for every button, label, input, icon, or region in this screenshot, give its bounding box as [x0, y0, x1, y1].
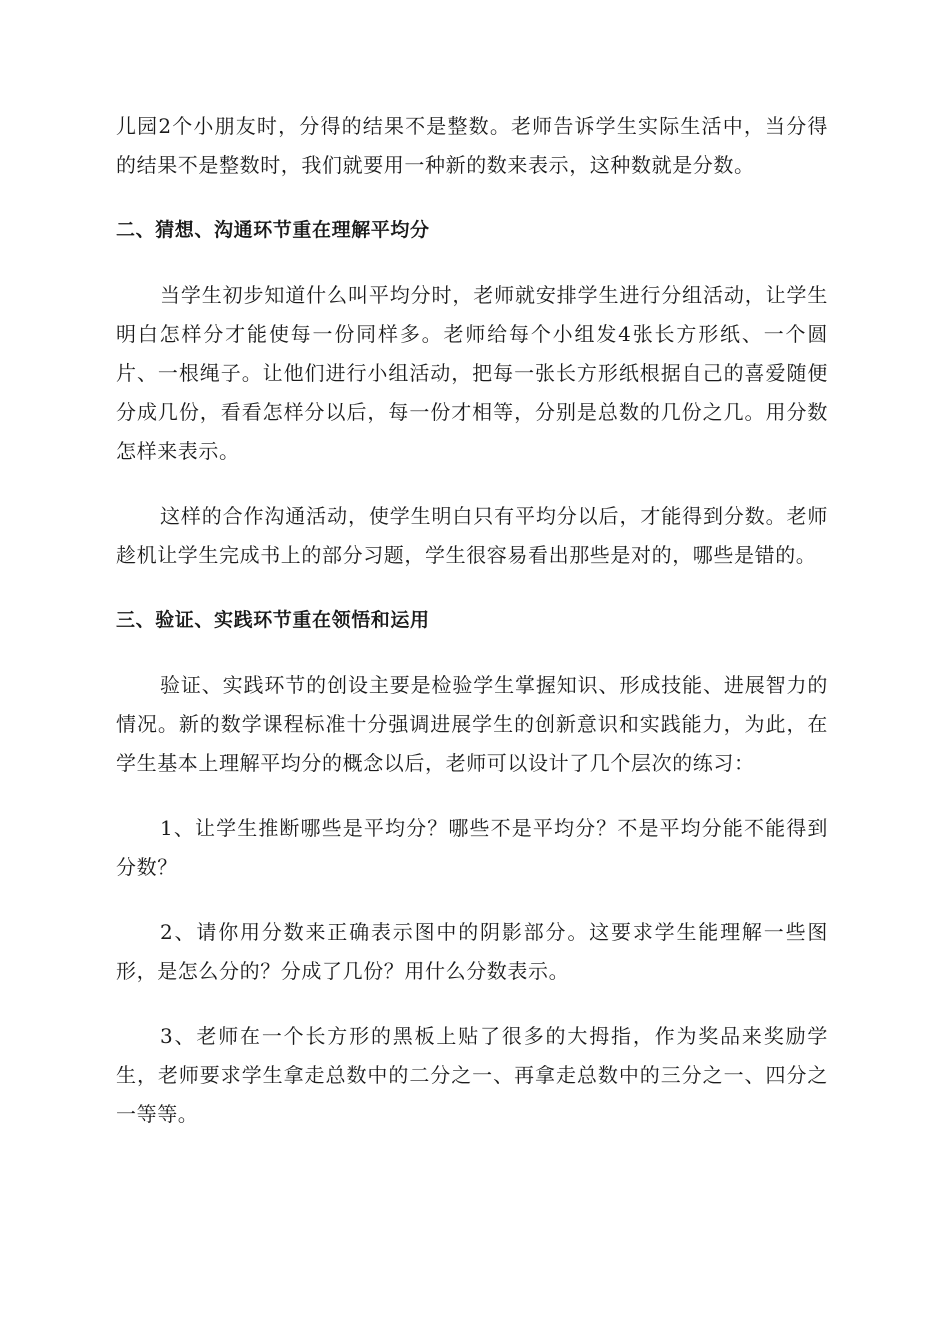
paragraph-intro-continuation: 儿园2个小朋友时，分得的结果不是整数。老师告诉学生实际生活中，当分得的结果不是整数时，我们就要用一种新的数来表示，这种数就是分数。 — [116, 114, 828, 177]
paragraph-verification: 验证、实践环节的创设主要是检验学生掌握知识、形成技能、进展智力的情况。新的数学课程标准十分强调进展学生的创新意识和实践能力，为此，在学生基本上理解平均分的概念以后，老师可以设计了几个层次的练习： — [116, 673, 828, 775]
paragraph-exercise-3: 3、老师在一个长方形的黑板上贴了很多的大拇指，作为奖品来奖励学生，老师要求学生拿走总数中的二分之一、再拿走总数中的三分之一、四分之一等等。 — [116, 1024, 828, 1126]
section-heading-3: 三、验证、实践环节重在领悟和运用 — [116, 609, 430, 631]
document-body — [116, 107, 828, 1134]
paragraph-group-activity: 当学生初步知道什么叫平均分时，老师就安排学生进行分组活动，让学生明白怎样分才能使每一份同样多。老师给每个小组发4张长方形纸、一个圆片、一根绳子。让他们进行小组活动，把每一张长方形纸根据自己的喜爱随便分成几份，看看怎样分以后，每一份才相等，分别是总数的几份之几。用分数怎样来表示。 — [116, 283, 828, 463]
section-heading-2: 二、猜想、沟通环节重在理解平均分 — [116, 219, 430, 241]
paragraph-exercise-1: 1、让学生推断哪些是平均分？哪些不是平均分？不是平均分能不能得到分数？ — [116, 816, 828, 879]
paragraph-cooperation: 这样的合作沟通活动，使学生明白只有平均分以后，才能得到分数。老师趁机让学生完成书上的部分习题，学生很容易看出那些是对的，哪些是错的。 — [116, 504, 828, 567]
paragraph-exercise-2: 2、请你用分数来正确表示图中的阴影部分。这要求学生能理解一些图形，是怎么分的？分成了几份？用什么分数表示。 — [116, 920, 828, 983]
